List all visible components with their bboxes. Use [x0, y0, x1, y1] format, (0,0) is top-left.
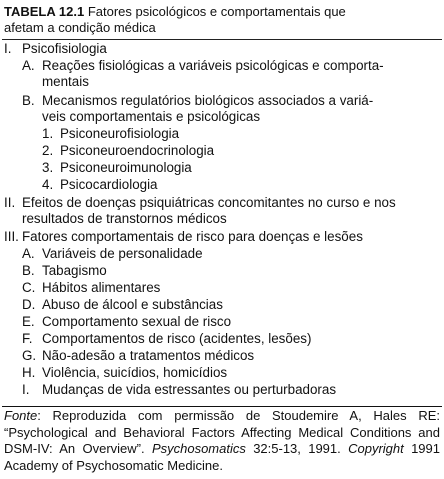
section-label: Efeitos de doenças psiquiátricas concomitantes no curso e nos — [22, 195, 396, 210]
item-letter: G. — [22, 348, 37, 363]
item-letter: I. — [22, 382, 30, 397]
table-title-line2: afetam a condição médica — [4, 20, 156, 35]
table-title-line1: Fatores psicológicos e comportamentais que — [87, 4, 346, 19]
section-label-continued: resultados de transtornos médicos — [22, 211, 227, 226]
item-letter: A. — [22, 58, 35, 73]
item-letter: C. — [22, 280, 36, 295]
section-numeral: II. — [4, 195, 16, 210]
section-numeral: I. — [4, 41, 12, 56]
section-label: Psicofisiologia — [22, 41, 107, 56]
item-letter: E. — [22, 314, 35, 329]
item-label: Tabagismo — [42, 263, 107, 278]
item-letter: B. — [22, 263, 35, 278]
journal-name: Psychosomatics — [151, 441, 246, 456]
item-label: Variáveis de personalidade — [42, 246, 203, 261]
table-caption — [4, 4, 440, 36]
section-label: Fatores comportamentais de risco para doenças e lesões — [22, 229, 363, 244]
subitem-number: 3. — [42, 160, 54, 175]
top-rule — [2, 39, 442, 40]
item-letter: D. — [22, 297, 36, 312]
copyright-holder: 1991 Academy of Psychosomatic Medicine. — [4, 441, 440, 473]
subitem-label: Psiconeuroendocrinologia — [60, 143, 215, 158]
subitem-number: 2. — [42, 143, 54, 158]
item-label: Não-adesão a tratamentos médicos — [42, 348, 255, 363]
item-label: Comportamento sexual de risco — [42, 314, 232, 329]
item-label: Reações fisiológicas a variáveis psicológicas e comporta- — [42, 58, 384, 73]
item-label: Violência, suicídios, homicídios — [42, 365, 228, 380]
subitem-number: 1. — [42, 126, 54, 141]
subitem-label: Psiconeuroimunologia — [60, 160, 192, 175]
subitem-label: Psiconeurofisiologia — [60, 126, 180, 141]
item-letter: B. — [22, 93, 35, 108]
source-note — [4, 408, 440, 474]
item-label-continued: veis comportamentais e psicológicas — [42, 109, 261, 124]
table-number: TABELA 12.1 — [4, 4, 85, 19]
item-letter: F. — [22, 331, 33, 346]
item-label-continued: mentais — [42, 74, 89, 89]
item-label: Mudanças de vida estressantes ou perturbadoras — [42, 382, 337, 397]
item-letter: H. — [22, 365, 36, 380]
subitem-label: Psicocardiologia — [60, 177, 158, 192]
source-text: : Reproduzida com permissão de Stoudemire A, Hales RE: “Psychological and Behavioral Factors Affecting Medical Conditions and DSM-IV: An Overview”. — [4, 408, 440, 456]
section-numeral: III. — [4, 229, 19, 244]
item-label: Hábitos alimentares — [42, 280, 161, 295]
source-citation: 32:5-13, 1991. — [245, 441, 349, 456]
source-label: Fonte — [4, 408, 38, 423]
copyright-word: Copyright — [348, 441, 404, 456]
bottom-rule — [2, 406, 442, 407]
item-label: Mecanismos regulatórios biológicos associados a variá- — [42, 93, 374, 108]
item-label: Abuso de álcool e substâncias — [42, 297, 223, 312]
item-label: Comportamentos de risco (acidentes, lesões) — [42, 331, 312, 346]
subitem-number: 4. — [42, 177, 54, 192]
item-letter: A. — [22, 246, 35, 261]
